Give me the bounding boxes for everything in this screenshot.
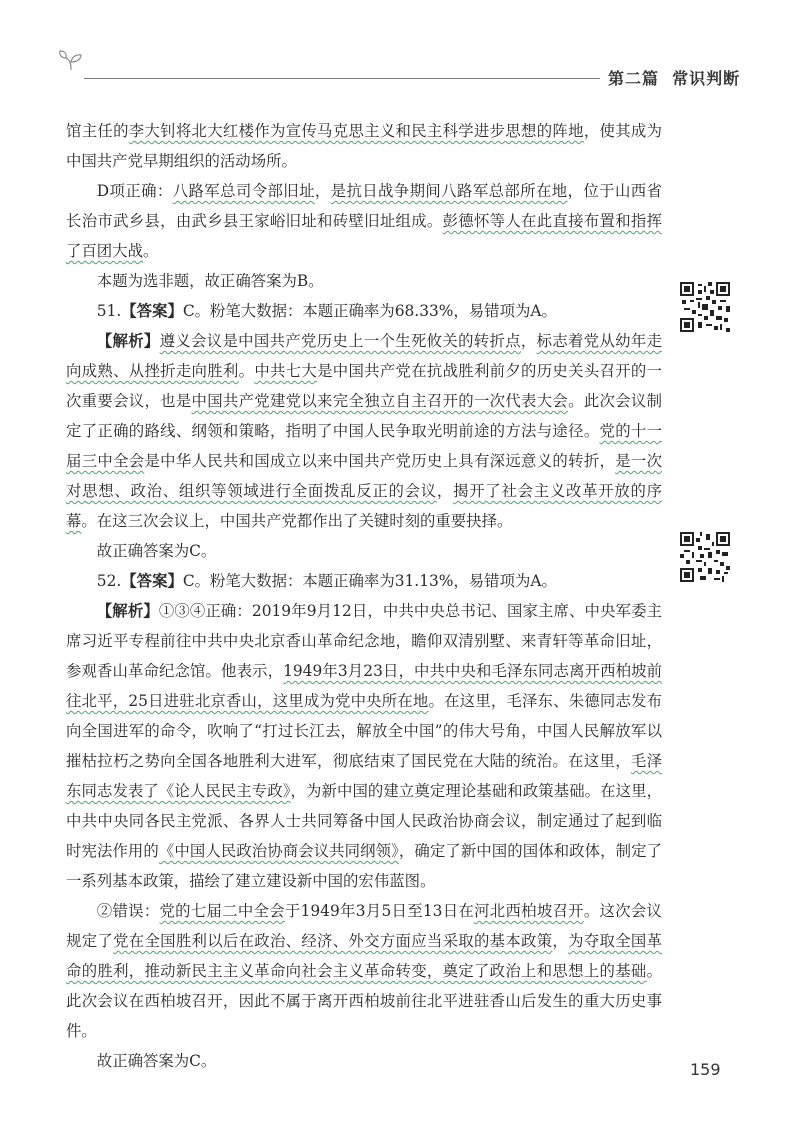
header-rule xyxy=(84,78,600,79)
section-label: 第二篇 xyxy=(608,69,660,88)
paragraph-option-2: ②错误：党的七届二中全会于1949年3月5日至13日在河北西柏坡召开。这次会议规定了党在全国胜利以后在政治、经济、外交方面应当采取的基本政策，为夺取全国革命的胜利，推动新民主主义革命向社会主义革命转变，奠定了政治上和思想上的基础。此次会议在西柏坡召开，因此不属于离开西柏坡前往北平进驻香山后发生的重大历史事件。 xyxy=(66,902,662,1040)
section-title xyxy=(608,66,740,89)
paragraph-option-d: D项正确：八路军总司令部旧址，是抗日战争期间八路军总部所在地，位于山西省长治市武乡县，由武乡县王家峪旧址和砖壁旧址组成。彭德怀等人在此直接布置和指挥了百团大战。 xyxy=(66,182,662,260)
question-52-answer: 52.【答案】C。粉笔大数据：本题正确率为31.13%，易错项为A。 xyxy=(96,572,557,590)
chapter-title: 常识判断 xyxy=(672,69,741,88)
question-51-answer: 51.【答案】C。粉笔大数据：本题正确率为68.33%，易错项为A。 xyxy=(96,302,557,320)
paragraph-conclusion-51: 故正确答案为C。 xyxy=(96,542,217,560)
question-52-analysis: 【解析】①③④正确：2019年9月12日，中共中央总书记、国家主席、中央军委主席习近平专程前往中共中央北京香山革命纪念地，瞻仰双清别墅、来青轩等革命旧址，参观香山革命纪念馆。他表示，1949年3月23日，中共中央和毛泽东同志离开西柏坡前往北平，25日进驻北京香山，这里成为党中央所在地。在这里，毛泽东、朱德同志发布向全国进军的命令，吹响了“打过长江去，解放全中国”的伟大号角，中国人民解放军以摧枯拉朽之势向全国各地胜利大进军，彻底结束了国民党在大陆的统治。在这里，毛泽东同志发表了《论人民民主专政》，为新中国的建立奠定理论基础和政策基础。在这里，中共中央同各民主党派、各界人士共同筹备中国人民政治协商会议，制定通过了起到临时宪法作用的《中国人民政治协商会议共同纲领》，确定了新中国的国体和政体，制定了一系列基本政策，描绘了建立建设新中国的宏伟蓝图。 xyxy=(66,602,662,890)
qr-code-icon[interactable] xyxy=(680,532,730,582)
question-51-analysis: 【解析】遵义会议是中国共产党历史上一个生死攸关的转折点，标志着党从幼年走向成熟、从挫折走向胜利。中共七大是中国共产党在抗战胜利前夕的历史关头召开的一次重要会议，也是中国共产党建党以来完全独立自主召开的一次代表大会。此次会议制定了正确的路线、纲领和策略，指明了中国人民争取光明前途的方法与途径。党的十一届三中全会是中华人民共和国成立以来中国共产党历史上具有深远意义的转折，是一次对思想、政治、组织等领域进行全面拨乱反正的会议，揭开了社会主义改革开放的序幕。在这三次会议上，中国共产党都作出了关键时刻的重要抉择。 xyxy=(66,332,662,530)
paragraph-continuation: 馆主任的李大钊将北大红楼作为宣传马克思主义和民主科学进步思想的阵地，使其成为中国共产党早期组织的活动场所。 xyxy=(66,122,662,170)
leaf-icon xyxy=(58,50,84,72)
page-header xyxy=(0,0,800,100)
qr-code-icon[interactable] xyxy=(680,282,730,332)
paragraph-conclusion-52: 故正确答案为C。 xyxy=(96,1052,217,1070)
page-content xyxy=(66,116,662,1076)
page-number: 159 xyxy=(690,1060,721,1079)
paragraph-conclusion-50: 本题为选非题，故正确答案为B。 xyxy=(96,272,324,290)
